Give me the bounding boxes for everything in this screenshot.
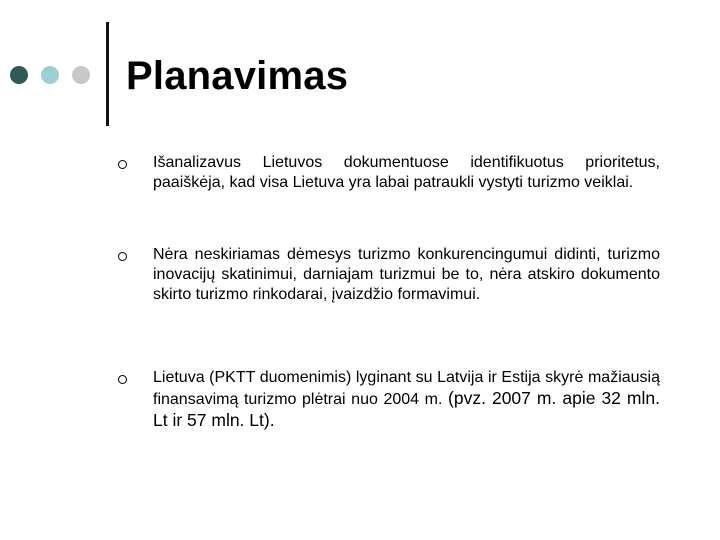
bullet-circle-icon [118, 375, 127, 384]
bullet-circle-icon [118, 252, 127, 261]
bullet-item-3 [118, 368, 660, 432]
slide-title: Planavimas [126, 54, 349, 98]
bullet-item-2 [118, 245, 660, 305]
bullet-circle-icon [118, 160, 127, 169]
bullet-item-1 [118, 153, 660, 193]
dark-teal-dot [10, 66, 28, 84]
bullet-text-3 [153, 368, 660, 432]
decorative-dots [10, 66, 100, 84]
bullet-text-1: Išanalizavus Lietuvos dokumentuose identifikuotus prioritetus, paaiškėja, kad visa Lietuva yra labai patraukli vystyti turizmo veiklai. [153, 154, 660, 191]
bullet-text-3-tail: (pvz. 2007 m. apie 32 mln. Lt ir 57 mln. Lt). [153, 388, 660, 430]
gray-dot [72, 66, 90, 84]
title-divider-line [106, 22, 109, 126]
bullet-text-2: Nėra neskiriamas dėmesys turizmo konkurencingumui didinti, turizmo inovacijų skatinimui, darniajam turizmui be to, nėra atskiro dokumento skirto turizmo rinkodarai, įvaizdžio formavimui. [153, 246, 660, 303]
bullet-text-3-main: Lietuva (PKTT duomenimis) lyginant su Latvija ir Estija skyrė mažiausią finansavimą turizmo plėtrai nuo 2004 m. [153, 369, 660, 408]
light-teal-dot [41, 66, 59, 84]
